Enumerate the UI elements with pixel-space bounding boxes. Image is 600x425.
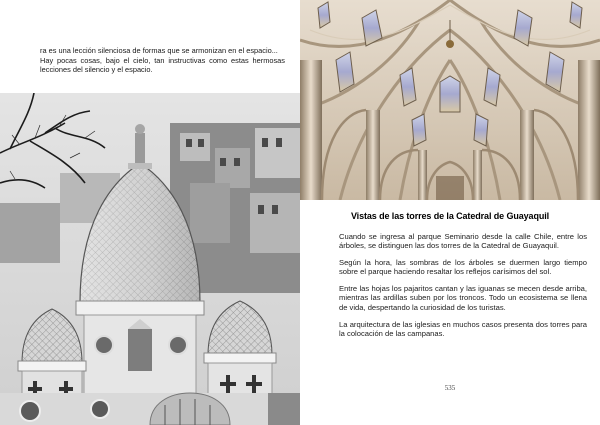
left-page-text [40, 46, 285, 75]
paragraph-3: Entre las hojas los pajaritos cantan y las iguanas se mecen desde arriba, mientras las ardillas suben por los troncos. Todo un ecosistema se llena de vida, despertando la curiosidad de los turistas. [339, 284, 587, 312]
paragraph-4: La arquitectura de las iglesias en muchos casos presenta dos torres para la colocación de las campanas. [339, 319, 587, 338]
paragraph-2: Según la hora, las sombras de los árboles se duermen largo tiempo sobre el parque haciendo resaltar los reflejos carísimos del sol. [339, 258, 587, 277]
left-text-line-1: ra es una lección silenciosa de formas que se armonizan en el espacio... [40, 46, 278, 55]
body-text [339, 232, 587, 346]
cathedral-vault-photo [300, 0, 600, 200]
page-number: 535 [444, 384, 456, 392]
section-title: Vistas de las torres de la Catedral de Guayaquil [350, 211, 550, 221]
right-page [300, 0, 600, 425]
left-text-line-2: Hay pocas cosas, bajo el cielo, tan instructivas como estas hermosas lecciones del silencio y el espacio. [40, 55, 285, 75]
cathedral-towers-photo [0, 93, 300, 425]
paragraph-1: Cuando se ingresa al parque Seminario desde la calle Chile, entre los árboles, se distinguen las dos torres de la Catedral de Guayaquil. [339, 232, 587, 251]
